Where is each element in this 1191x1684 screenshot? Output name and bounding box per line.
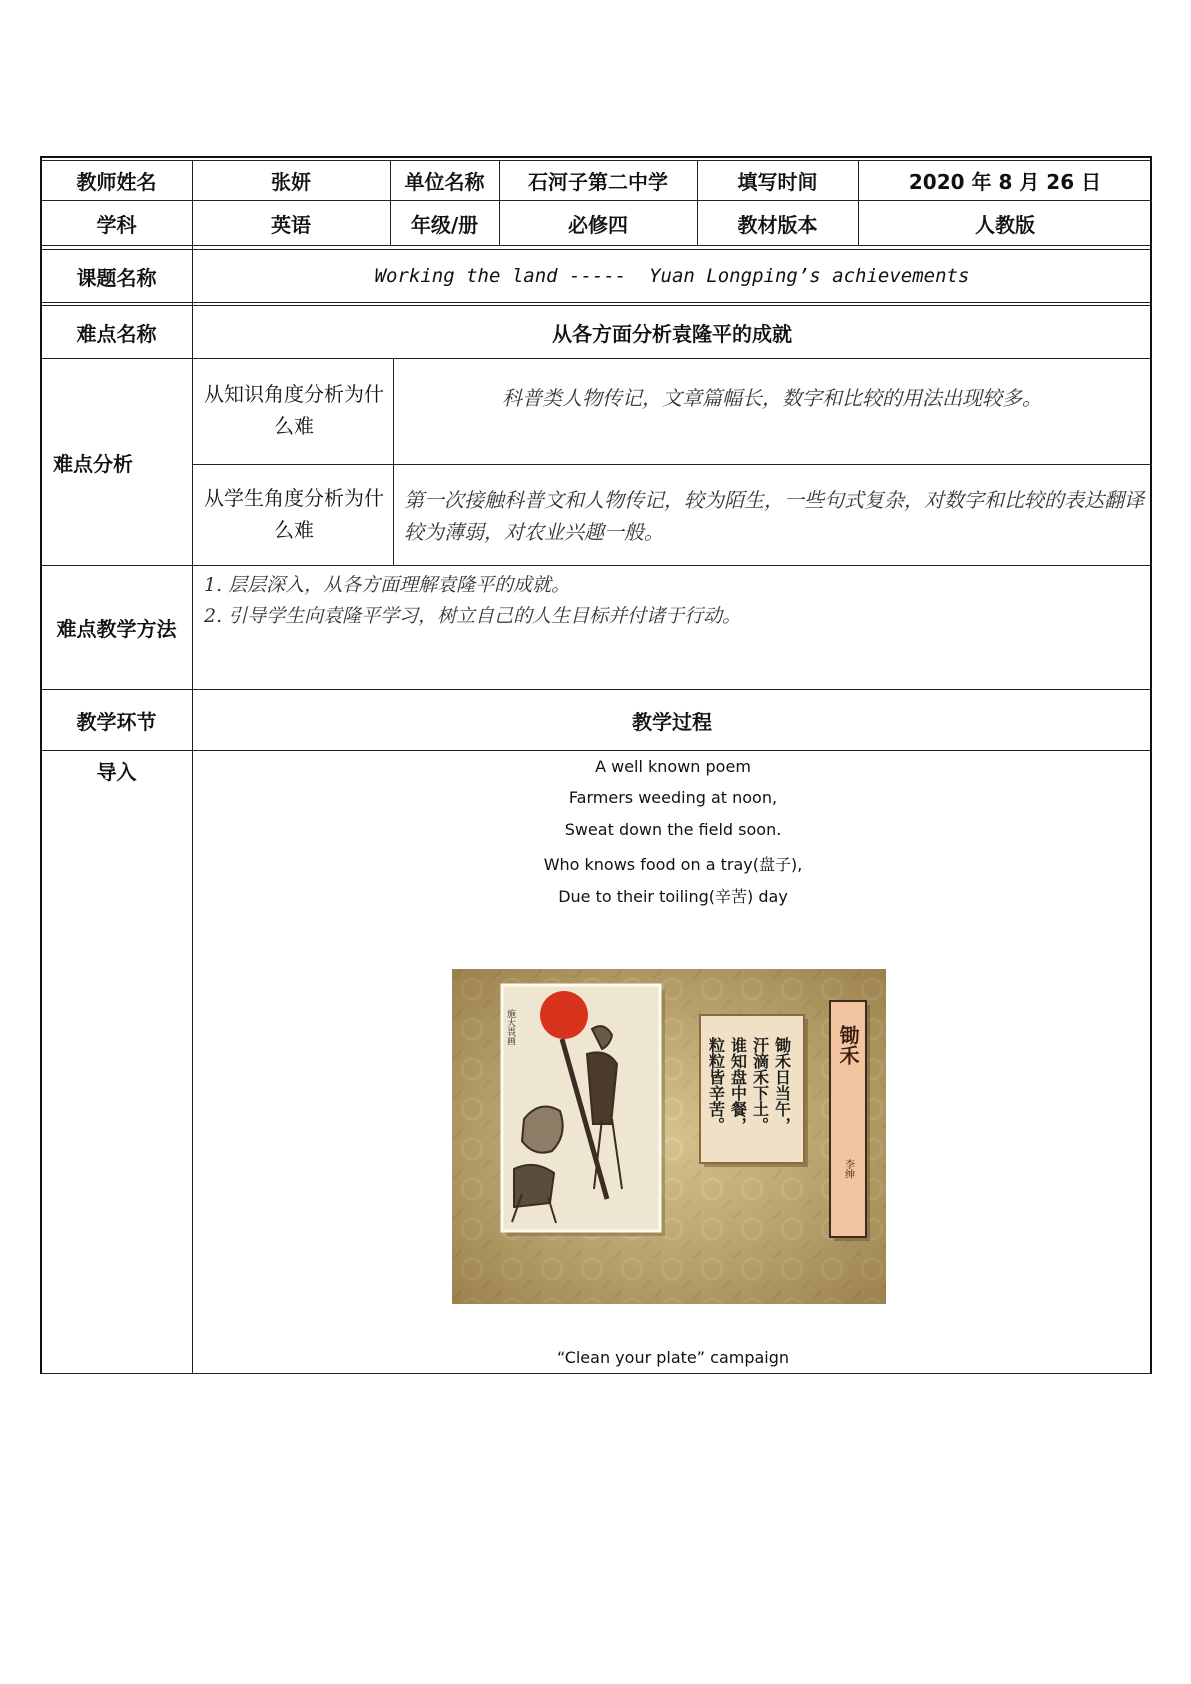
grade-label: 年级/册 <box>410 212 479 237</box>
textbook-label: 教材版本 <box>737 212 818 237</box>
poem-col-1: 锄禾日当午， <box>772 1037 792 1133</box>
subject-label: 学科 <box>96 212 137 237</box>
poem-scroll <box>700 1015 808 1167</box>
method-label: 难点教学方法 <box>56 617 177 641</box>
difficulty-value: 从各方面分析袁隆平的成就 <box>552 321 792 346</box>
poem-title-cn: 锄禾 <box>836 1025 860 1065</box>
method-item-2: 2. 引导学生向袁隆平学习，树立自己的人生目标并付诸于行动。 <box>204 605 742 627</box>
process-header-row <box>41 690 1152 750</box>
grade-value: 必修四 <box>568 212 628 237</box>
fill-date-value: 2020 年 8 月 26 日 <box>908 169 1102 194</box>
difficulty-label: 难点名称 <box>76 321 157 346</box>
stage-header: 教学环节 <box>76 709 157 734</box>
knowledge-reason-value: 科普类人物传记，文章篇幅长，数字和比较的用法出现较多。 <box>502 386 1042 410</box>
poem-illustration <box>452 969 886 1304</box>
painting-panel <box>502 985 665 1236</box>
poem-line-4: Due to their toiling(辛苦) day <box>558 887 788 906</box>
poem-col-4: 粒粒皆辛苦。 <box>706 1037 726 1133</box>
knowledge-reason-label: 从知识角度分析为什么难 <box>204 382 384 438</box>
topic-row <box>41 250 1152 302</box>
analysis-label: 难点分析 <box>53 451 133 476</box>
red-sun <box>540 991 588 1039</box>
title-scroll <box>830 1001 870 1241</box>
poem-title: A well known poem <box>595 757 751 776</box>
painter-seal: 施大畏画 <box>505 1009 515 1045</box>
topic-value: Working the land ----- Yuan Longping’s achievements <box>374 265 970 287</box>
student-reason-label: 从学生角度分析为什么难 <box>204 486 384 542</box>
student-reason-value: 第一次接触科普文和人物传记，较为陌生，一些句式复杂，对数字和比较的表达翻译较为薄弱，对农业兴趣一般。 <box>404 488 1144 544</box>
poem-line-1: Farmers weeding at noon, <box>568 788 778 807</box>
poem-line-2: Sweat down the field soon. <box>564 820 782 839</box>
header-row-2 <box>41 201 1152 245</box>
unit-name-label: 单位名称 <box>404 169 485 194</box>
teacher-name-value: 张妍 <box>271 169 311 194</box>
teacher-name-label: 教师姓名 <box>76 169 157 194</box>
intro-stage-label: 导入 <box>96 760 137 784</box>
difficulty-row <box>41 306 1152 358</box>
unit-name-value: 石河子第二中学 <box>528 169 668 194</box>
poem-line-3: Who knows food on a tray(盘子), <box>543 855 803 874</box>
poem-col-3: 谁知盘中餐， <box>728 1037 748 1133</box>
subject-value: 英语 <box>271 212 311 237</box>
poem-col-2: 汗滴禾下土。 <box>750 1037 770 1133</box>
header-row-1 <box>41 160 1152 200</box>
textbook-value: 人教版 <box>975 212 1035 237</box>
fill-date-label: 填写时间 <box>737 169 818 194</box>
topic-label: 课题名称 <box>76 265 157 290</box>
process-header: 教学过程 <box>632 709 712 734</box>
poem-author: 李绅 <box>842 1159 854 1179</box>
method-item-1: 1. 层层深入，从各方面理解袁隆平的成就。 <box>204 574 571 596</box>
campaign-line: “Clean your plate” campaign <box>556 1348 790 1367</box>
